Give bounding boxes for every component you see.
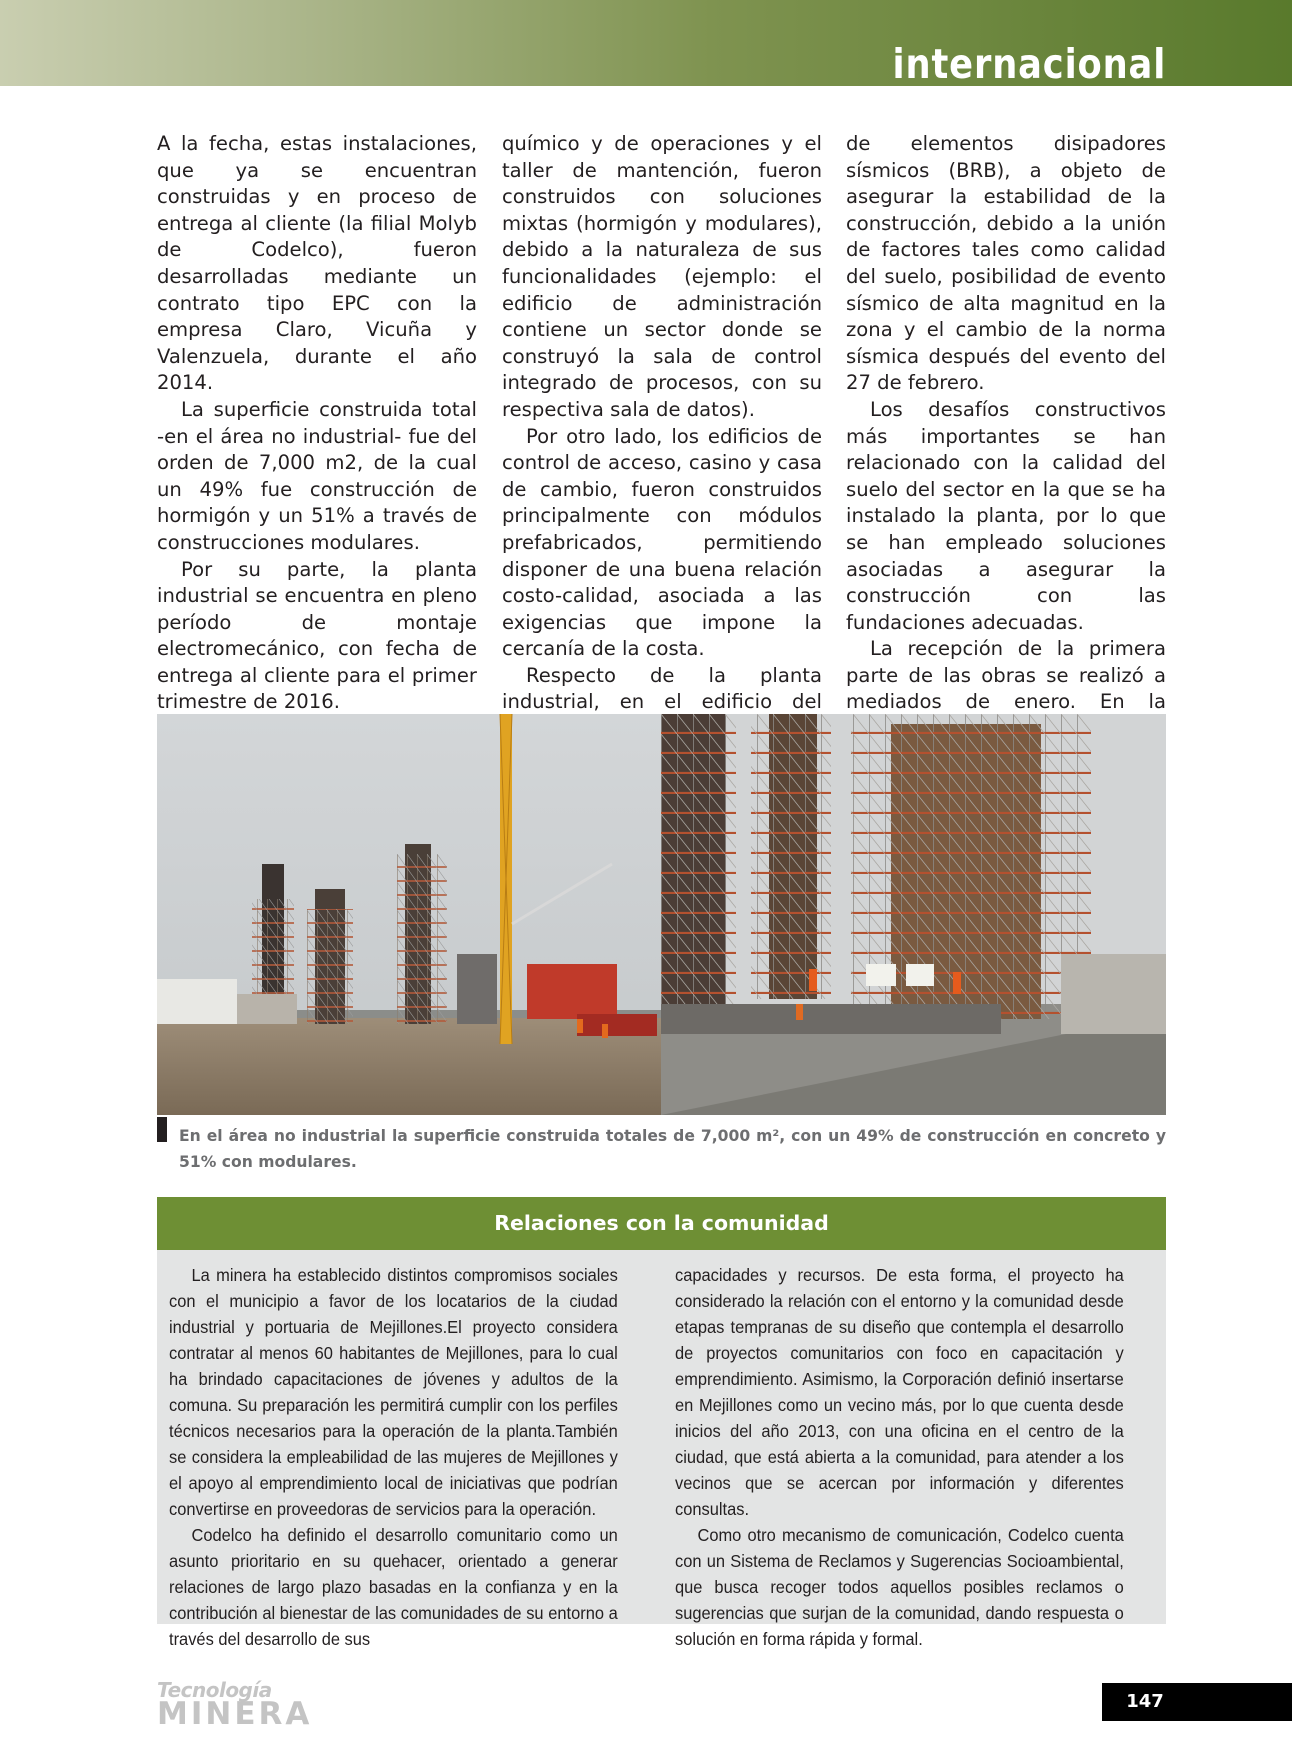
sidebar-column-1	[169, 1262, 618, 1652]
paragraph: de elementos disipadores sísmicos (BRB), a objeto de asegurar la estabilidad de la construcción, debido a la unión de factores tales como calidad del suelo, posibilidad de evento sísmico de alta magnitud en la zona y el cambio de la norma sísmica después del evento del 27 de febrero.	[846, 132, 1166, 395]
magazine-logo	[157, 1678, 313, 1732]
paragraph: La superficie construida total -en el área no industrial- fue del orden de 7,000 m2, de la cual un 49% fue construcción de hormigón y un 51% a través de construcciones modulares.	[157, 397, 477, 554]
sidebar-box-body	[157, 1250, 1166, 1649]
logo-top-text: Tecnología	[157, 1678, 272, 1702]
section-title: internacional	[892, 40, 1166, 88]
construction-photo-left	[157, 714, 661, 1115]
paragraph: La recepción de la primera parte de las obras se realizó a mediados de enero. En la	[846, 637, 1166, 714]
paragraph: Por su parte, la planta industrial se encuentra en pleno período de montaje electromecánico, con fecha de entrega al cliente para el primer trimestre de 2016.	[157, 557, 477, 714]
logo-bottom-text: MINERA	[157, 1696, 313, 1732]
page-number-box	[1102, 1683, 1292, 1721]
photo-caption: En el área no industrial la superficie construida totales de 7,000 m², con un 49% de construcción en concreto y 51% con modulares.	[179, 1127, 1166, 1171]
paragraph: químico y de operaciones y el taller de mantención, fueron construidos con soluciones mixtas (hormigón y modulares), debido a la naturaleza de sus funcionalidades (ejemplo: el edificio de administración contiene un sector donde se construyó la sala de control integrado de procesos, con su respectiva sala de datos).	[502, 132, 822, 421]
paragraph: A la fecha, estas instalaciones, que ya se encuentran construidas y en proceso de entrega al cliente (la filial Molyb de Codelco), fueron desarrolladas mediante un contrato tipo EPC con la empresa Claro, Vicuña y Valenzuela, durante el año 2014.	[157, 132, 477, 395]
paragraph: Como otro mecanismo de comunicación, Codelco cuenta con un Sistema de Reclamos y Sugerencias Socioambiental, que busca recoger todos aquellos posibles reclamos o sugerencias que surjan de la comunidad, dando respuesta o solución en forma rápida y formal.	[675, 1525, 1124, 1649]
article-column-3	[846, 131, 1166, 769]
sidebar-box-header	[157, 1197, 1166, 1250]
paragraph: Codelco ha definido el desarrollo comunitario como un asunto prioritario en su quehacer, orientado a generar relaciones de largo plazo basadas en la confianza y en la contribución al bienestar de las comunidades de su entorno a través del desarrollo de sus	[169, 1525, 618, 1649]
paragraph: La minera ha establecido distintos compromisos sociales con el municipio a favor de los locatarios de la ciudad industrial y portuaria de Mejillones.El proyecto considera contratar al menos 60 habitantes de Mejillones, para lo cual ha brindado capacitaciones de jóvenes y adultos de la comuna. Su preparación les permitirá cumplir con los perfiles técnicos necesarios para la operación de la planta.También se considera la empleabilidad de las mujeres de Mejillones y el apoyo al emprendimiento local de iniciativas que podrían convertirse en proveedoras de servicios para la operación.	[169, 1265, 618, 1519]
caption-marker	[157, 1117, 167, 1142]
construction-photo-right	[661, 714, 1166, 1115]
page-number: 147	[1126, 1691, 1164, 1712]
paragraph: Respecto de la planta industrial, en el edificio del	[502, 663, 822, 714]
paragraph: capacidades y recursos. De esta forma, el proyecto ha considerado la relación con el entorno y la comunidad desde etapas tempranas de su diseño que contempla el desarrollo de proyectos comunitarios con foco en capacitación y emprendimiento. Asimismo, la Corporación definió insertarse en Mejillones como un vecino más, por lo que cuenta desde inicios del año 2013, con una oficina en el centro de la ciudad, que está abierta a la comunidad, para atender a los vecinos que se acercan por información y diferentes consultas.	[675, 1265, 1124, 1519]
sidebar-box-title: Relaciones con la comunidad	[494, 1211, 829, 1235]
article-column-2	[502, 131, 822, 769]
paragraph: Por otro lado, los edificios de control de acceso, casino y casa de cambio, fueron construidos principalmente con módulos prefabricados, permitiendo disponer de una buena relación costo-calidad, asociada a las exigencias que impone la cercanía de la costa.	[502, 424, 822, 661]
sidebar-column-2	[675, 1262, 1124, 1652]
article-column-1	[157, 131, 477, 796]
paragraph: Los desafíos constructivos más importantes se han relacionado con la calidad del suelo del sector en la que se ha instalado la planta, por lo que se han empleado soluciones asociadas a asegurar la construcción con las fundaciones adecuadas.	[846, 397, 1166, 634]
